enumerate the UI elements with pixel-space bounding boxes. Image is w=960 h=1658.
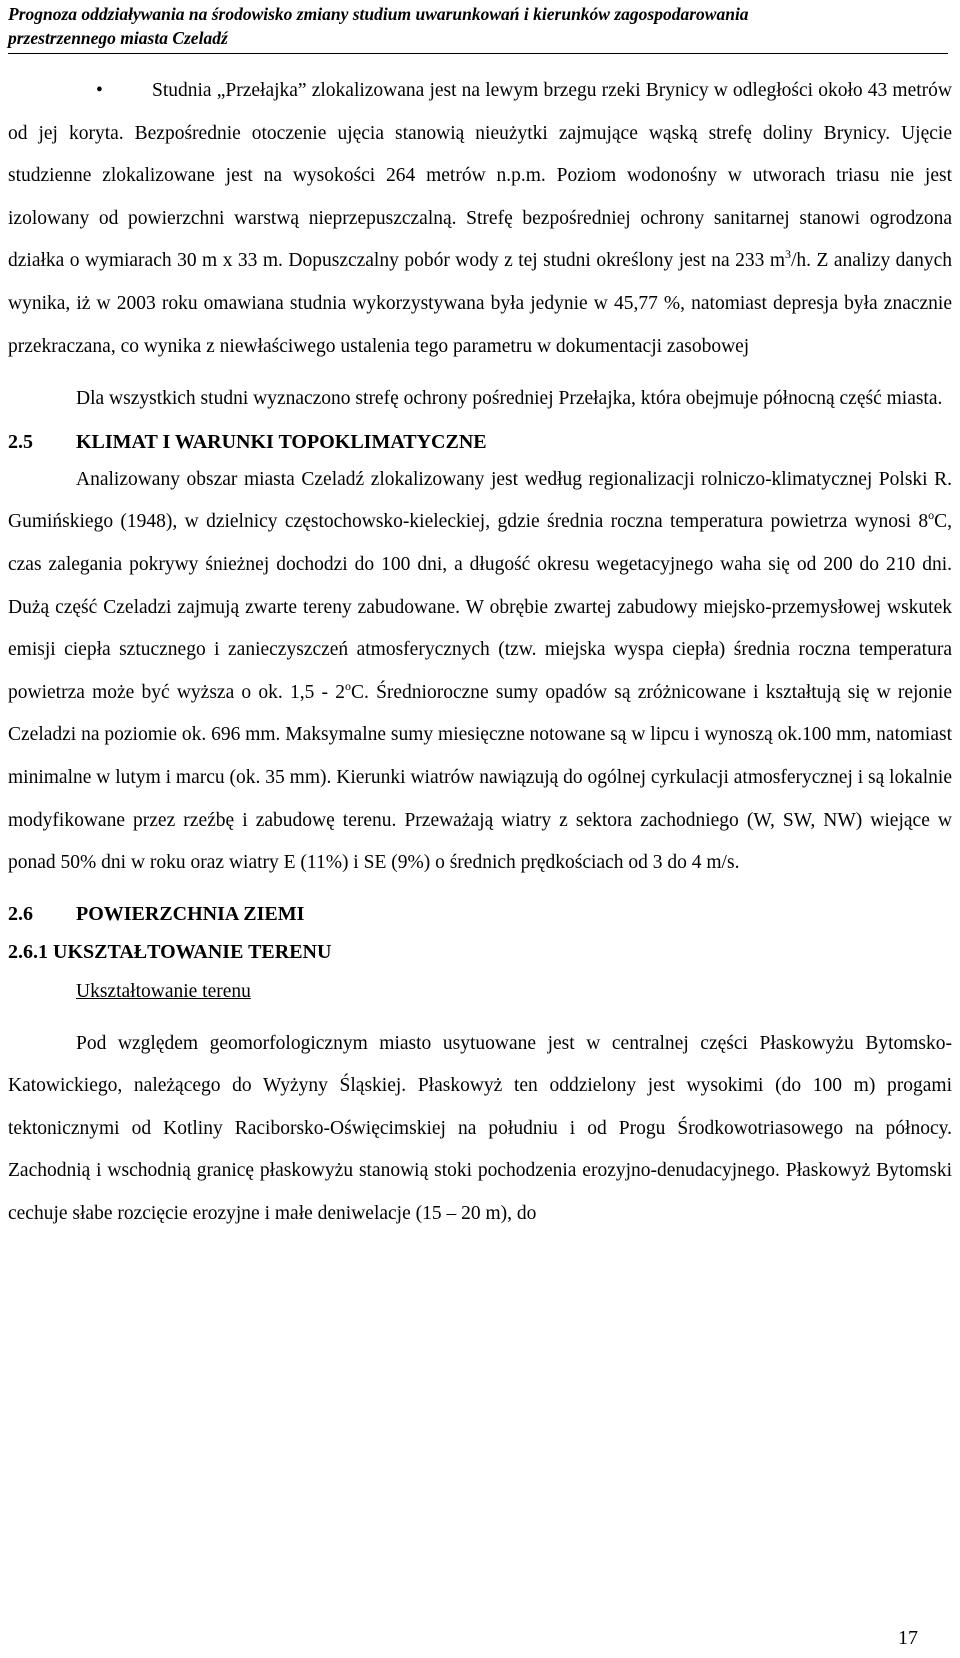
paragraph-przelajka (8, 70, 952, 368)
bullet-icon: • (96, 80, 103, 101)
paragraph-text: C, czas zalegania pokrywy śnieżnej dochodzi do 100 dni, a długość okresu wegetacyjnego waha się od 200 do 210 dni. Dużą część Czeladzi zajmują zwarte tereny zabudowane. W obrębie zwartej zabudowy miejsko-przemysłowej wskutek emisji ciepła sztucznego i zanieczyszczeń atmosferycznych (tzw. miejska wyspa ciepła) średnia roczna temperatura powietrza może być wyższa o ok. 1,5 - 2 (8, 511, 952, 703)
section-heading-2-6 (8, 895, 952, 933)
section-number: 2.5 (8, 430, 33, 453)
section-heading-2-6-1: 2.6.1 UKSZTAŁTOWANIE TERENU (8, 940, 332, 963)
superscript: 3 (785, 247, 791, 262)
section-title: KLIMAT I WARUNKI TOPOKLIMATYCZNE (76, 430, 487, 453)
section-heading-2-5 (8, 421, 952, 463)
paragraph-text: /h. Z analizy danych wynika, iż w 2003 roku omawiana studnia wykorzystywana była jedynie w 45,77 %, natomiast depresja była znacznie przekraczana, co wynika z niewłaściwego ustalenia tego parametru w dokumentacji zasobowej (8, 250, 952, 357)
superscript: o (344, 678, 351, 693)
paragraph-text: Analizowany obszar miasta Czeladź zlokalizowany jest według regionalizacji rolniczo-klimatycznej Polski R. Gumińskiego (1948), w dzielnicy częstochowsko-kieleckiej, gdzie średnia roczna temperatura powietrza wynosi 8 (8, 468, 952, 533)
page-number: 17 (898, 1627, 918, 1649)
paragraph-geomorfologia: Pod względem geomorfologicznym miasto usytuowane jest w centralnej części Płaskowyżu Bytomsko-Katowickiego, należącego do Wyżyny Śląskiej. Płaskowyż ten oddzielony jest wysokimi (do 100 m) progami tektonicznymi od Kotliny Raciborsko-Oświęcimskiej na południu i od Progu Środkowotriasowego na północy. Zachodnią i wschodnią granicę płaskowyżu stanowią stoki pochodzenia erozyjno-denudacyjnego. Płaskowyż Bytomski cechuje słabe rozcięcie erozyjne i małe deniwelacje (15 – 20 m), do (8, 1032, 952, 1225)
header-line-1: Prognoza oddziaływania na środowisko zmiany studium uwarunkowań i kierunków zagospodarowania (8, 4, 749, 24)
superscript: o (928, 508, 935, 523)
running-header (8, 2, 948, 54)
paragraph-klimat (8, 459, 952, 885)
page-content (8, 70, 952, 1236)
subheading-uksztaltowanie: Ukształtowanie terenu (76, 980, 251, 1002)
paragraph-strefa: Dla wszystkich studni wyznaczono strefę ochrony pośredniej Przełajka, która obejmuje północną część miasta. (76, 388, 943, 410)
section-title: POWIERZCHNIA ZIEMI (76, 902, 305, 925)
paragraph-text: C. Średnioroczne sumy opadów są zróżnicowane i kształtują się w rejonie Czeladzi na poziomie ok. 696 mm. Maksymalne sumy miesięczne notowane są w lipcu i wynoszą ok.100 mm, natomiast minimalne w lutym i marcu (ok. 35 mm). Kierunki wiatrów nawiązują do ogólnej cyrkulacji atmosferycznej i są lokalnie modyfikowane przez rzeźbę i zabudowę terenu. Przeważają wiatry z sektora zachodniego (W, SW, NW) wiejące w ponad 50% dni w roku oraz wiatry E (11%) i SE (9%) o średnich prędkościach od 3 do 4 m/s. (8, 681, 952, 874)
header-line-2: przestrzennego miasta Czeladź (8, 28, 228, 48)
paragraph-text: Studnia „Przełajka” zlokalizowana jest na lewym brzegu rzeki Brynicy w odległości około 43 metrów od jej koryta. Bezpośrednie otoczenie ujęcia stanowią nieużytki zajmujące wąską strefę doliny Brynicy. Ujęcie studzienne zlokalizowane jest na wysokości 264 metrów n.p.m. Poziom wodonośny w utworach triasu nie jest izolowany od powierzchni warstwą nieprzepuszczalną. Strefę bezpośredniej ochrony sanitarnej stanowi ogrodzona działka o wymiarach 30 m x 33 m. Dopuszczalny pobór wody z tej studni określony jest na 233 m (8, 80, 952, 272)
section-number: 2.6 (8, 902, 33, 925)
